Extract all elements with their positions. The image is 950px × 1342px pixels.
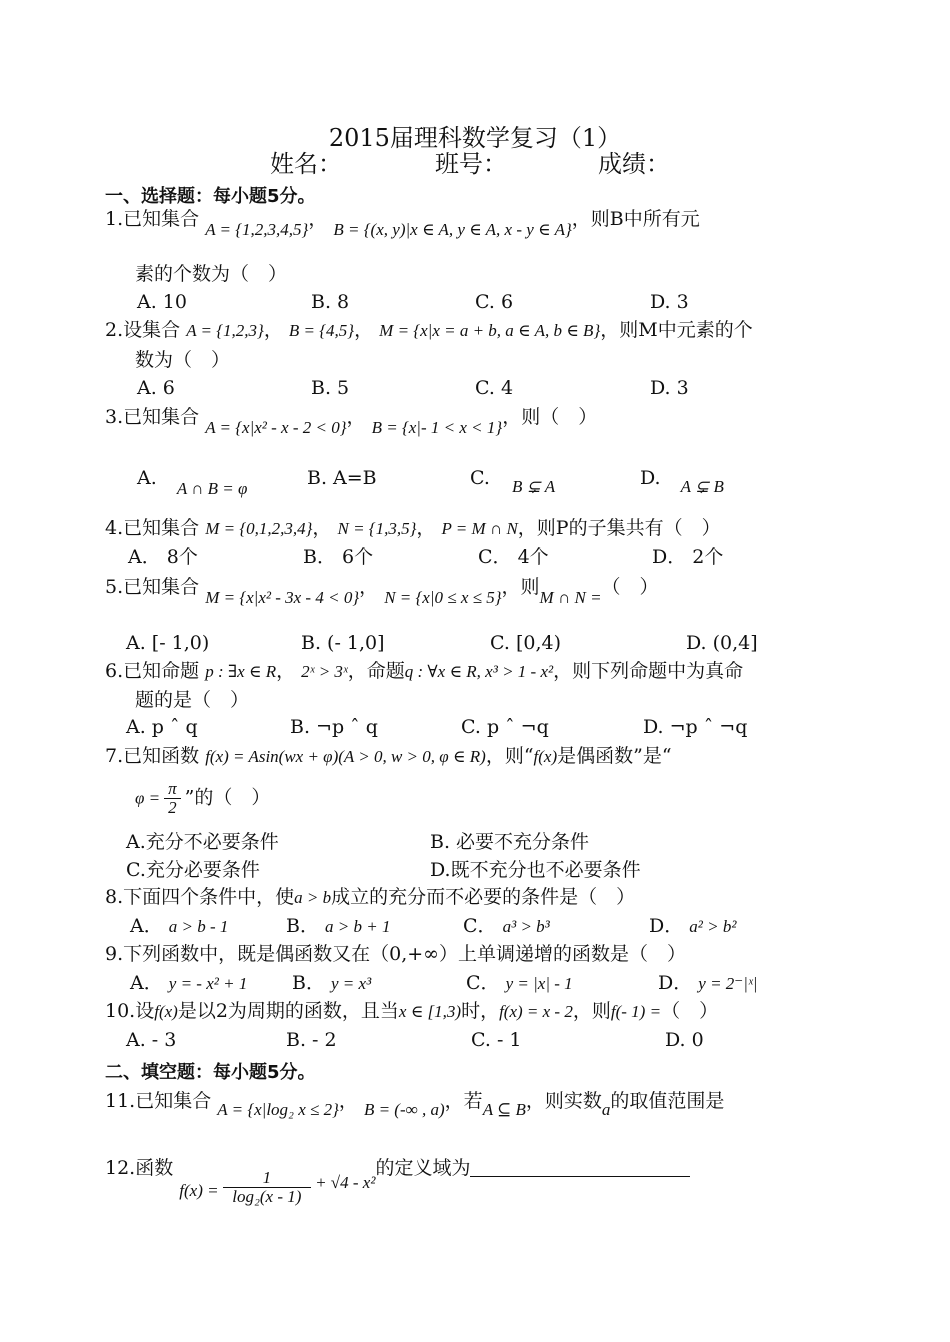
q8-stem: 8.下面四个条件中，使 [105,886,295,908]
q12-frac-den: log₂(x - 1) [232,1186,302,1206]
q8-option-b-letter: B． [286,915,319,937]
q9-option-b-letter: B． [292,972,325,994]
q9-option-a-math: y = - x² + 1 [168,974,248,993]
q3-set-b: B = {x|- 1 < x < 1} [371,418,503,437]
q3-option-a-letter: A. [137,467,157,489]
q12-fx: f(x) = [179,1181,219,1200]
q7-tail: 是偶函数”是“ [557,745,672,767]
q3-option-d [640,466,724,496]
q8-option-c-math: a³ > b³ [502,917,550,936]
q5-option-a: A. [- 1,0) [126,632,210,654]
q8-option-d [649,914,736,939]
q12-sqrt: + √4 - x² [315,1173,376,1192]
q2-option-a: A. 6 [137,377,175,399]
q2-option-c: C. 4 [475,377,514,399]
q11-subset: A ⊆ B [482,1100,526,1119]
q6-option-a: A. p ˆ q [126,716,198,738]
q10-ask: f(- 1) = [610,1002,662,1021]
q9-option-d-math: y = 2⁻|ˣ| [698,974,758,993]
q2-set-m: M = {x|x = a + b, a ∈ A, b ∈ B} [379,321,601,340]
q3-option-c [470,466,556,496]
name-label: 姓名： [270,150,342,178]
q11-var-a: a [601,1100,611,1119]
question-11 [105,1089,725,1119]
q8-cond: a > b [294,888,332,907]
q10-option-b: B. - 2 [286,1029,337,1051]
q2-sep2: ， [354,319,374,341]
q4-set-n: N = {1,3,5} [337,519,417,538]
question-10 [105,999,718,1024]
q7-cont: ”的（ ） [184,786,271,809]
q4-tail: ，则P的子集共有（ ） [517,517,721,539]
q10-fx: f(x) [154,1002,178,1021]
q4-option-c: C． 4个 [478,546,549,568]
q8-option-b [286,914,390,939]
q5-set-m: M = {x|x² - 3x - 4 < 0} [205,588,360,607]
section-heading-choice: 一、选择题：每小题5分。 [105,186,316,207]
q1-set-b: B = {(x, y)|x ∈ A, y ∈ A, x - y ∈ A} [333,220,572,239]
q2-tail: ，则M中元素的个 [600,319,753,341]
q10-tail: （ ） [661,1000,719,1022]
q8-tail: 成立的充分而不必要的条件是（ ） [331,886,636,908]
q9-option-b-math: y = x³ [331,974,372,993]
q4-option-a: A． 8个 [128,546,198,568]
q10-stem: 10.设 [105,1000,155,1022]
q12-fraction [223,1169,312,1206]
q10-mid1: 是以2为周期的函数，且当 [177,1000,399,1022]
q7-fx: f(x) [533,747,558,766]
q3-option-c-math: B ⊊ A [511,477,556,496]
q2-option-b: B. 5 [311,377,350,399]
q12-tail: 的定义域为 [375,1157,471,1179]
q5-option-d: D. (0,4] [686,632,758,654]
q5-option-c: C. [0,4) [490,632,561,654]
q12-stem: 12.函数 [105,1157,174,1179]
q2-set-a: A = {1,2,3} [186,321,264,340]
question-8 [105,885,635,910]
q1-option-a: A. 10 [137,291,187,313]
q3-stem: 3.已知集合 [105,406,200,428]
q7-option-d: D.既不充分也不必要条件 [430,859,641,881]
q3-tail: ，则（ ） [502,406,598,428]
q6-option-c: C. p ˆ ¬q [461,716,549,738]
q7-phi: φ = [135,788,161,808]
q9-option-c [466,971,573,996]
q8-option-a [130,914,228,939]
question-3 [105,405,598,437]
q1-set-a: A = {1,2,3,4,5} [205,220,309,239]
q3-set-a: A = {x|x² - x - 2 < 0} [205,418,347,437]
q1-option-d: D. 3 [650,291,689,313]
q11-set-a: A = {x|log₂ x ≤ 2} [217,1100,339,1119]
q1-stem: 1.已知集合 [105,208,200,230]
q5-option-b: B. (- 1,0] [301,632,385,654]
section-heading-fill: 二、填空题：每小题5分。 [105,1062,316,1083]
q8-option-d-letter: D． [649,915,684,937]
class-label: 班号： [435,150,507,178]
q6-tail: ，则下列命题中为真命 [553,660,744,682]
q8-option-a-math: a > b - 1 [168,917,229,936]
q3-option-a-math: A ∩ B = φ [176,479,248,498]
q6-prop-p: p : ∃x ∈ R [205,662,277,681]
q11-mid: ，若 [444,1090,483,1112]
q4-option-d: D． 2个 [652,546,724,568]
q5-set-n: N = {x|0 ≤ x ≤ 5} [384,588,502,607]
q7-frac-num: π [164,780,181,799]
q6-ineq: 2ˣ > 3ˣ [301,662,348,681]
q10-def: f(x) = x - 2 [499,1002,573,1021]
q2-sep1: ， [263,319,283,341]
q6-sep: ， [276,660,296,682]
q4-sep1: ， [312,517,332,539]
q1-continuation: 素的个数为（ ） [135,263,288,285]
q6-mid: ，命题 [347,660,405,682]
q2-stem: 2.设集合 [105,319,181,341]
q2-continuation: 数为（ ） [135,349,231,371]
question-7 [105,744,672,769]
q6-continuation: 题的是（ ） [135,689,250,711]
q10-mid3: ，则 [572,1000,611,1022]
q7-fraction [164,780,181,817]
q11-sep: ， [338,1090,358,1112]
q11-tail: 的取值范围是 [610,1090,725,1112]
q7-option-c: C.充分必要条件 [126,859,260,881]
question-5 [105,575,659,607]
q10-option-a: A. - 3 [126,1029,177,1051]
q5-stem: 5.已知集合 [105,576,200,598]
q10-option-d: D. 0 [665,1029,704,1051]
q3-option-c-letter: C. [470,467,490,489]
q12-frac-num: 1 [223,1169,312,1188]
q7-option-b: B. 必要不充分条件 [430,831,590,853]
q10-interval: x ∈ [1,3) [398,1002,462,1021]
q9-option-c-letter: C． [466,972,500,994]
q3-sep: ， [346,406,366,428]
q1-option-c: C. 6 [475,291,514,313]
q5-tail1: ，则 [501,576,540,598]
q1-sep: ， [308,208,328,230]
q10-option-c: C. - 1 [471,1029,522,1051]
q7-mid: ，则“ [485,745,534,767]
q1-option-b: B. 8 [311,291,350,313]
q4-option-b: B． 6个 [303,546,374,568]
q2-set-b: B = {4,5} [288,321,355,340]
q9-option-d [658,971,757,996]
question-12 [105,1156,690,1206]
q3-option-d-math: A ⊊ B [680,477,724,496]
question-4 [105,516,721,541]
q11-set-b: B = (-∞ , a) [363,1100,445,1119]
q6-stem: 6.已知命题 [105,660,200,682]
q8-option-d-math: a² > b² [689,917,737,936]
page-title: 2015届理科数学复习（1） [328,124,622,152]
q12-answer-blank[interactable] [470,1156,690,1177]
q4-set-p: P = M ∩ N [441,519,518,538]
question-9: 9.下列函数中，既是偶函数又在（0,+∞）上单调递增的函数是（ ） [105,943,687,965]
q5-sep: ， [359,576,379,598]
q9-option-a [130,971,247,996]
question-2 [105,318,753,343]
q8-option-a-letter: A． [130,915,163,937]
q7-stem: 7.已知函数 [105,745,200,767]
q3-option-a [137,466,248,498]
q8-option-b-math: a > b + 1 [325,917,391,936]
q6-prop-q: q : ∀x ∈ R, x³ > 1 - x² [404,662,554,681]
q4-set-m: M = {0,1,2,3,4} [205,519,313,538]
q5-intersection: M ∩ N = [539,588,602,607]
q11-stem: 11.已知集合 [105,1090,212,1112]
q10-mid2: 时， [461,1000,500,1022]
q8-option-c [463,914,550,939]
q3-option-d-letter: D. [640,467,661,489]
q4-sep2: ， [416,517,436,539]
q7-option-a: A.充分不必要条件 [126,831,279,853]
q9-option-b [292,971,371,996]
q8-option-c-letter: C． [463,915,497,937]
q7-continuation [135,780,270,817]
q9-option-d-letter: D． [658,972,693,994]
q1-tail: ，则B中所有元 [571,208,700,230]
question-1 [105,207,700,239]
q9-option-c-math: y = |x| - 1 [505,974,573,993]
q11-mid2: ，则实数 [525,1090,602,1112]
q6-option-b: B. ¬p ˆ q [290,716,378,738]
q2-option-d: D. 3 [650,377,689,399]
q5-tail2: （ ） [601,576,659,598]
q6-option-d: D. ¬p ˆ ¬q [643,716,748,738]
q3-option-b: B. A=B [307,467,377,489]
score-label: 成绩： [598,150,670,178]
question-6 [105,659,743,684]
q4-stem: 4.已知集合 [105,517,200,539]
q9-option-a-letter: A． [130,972,163,994]
q7-frac-den: 2 [168,798,177,817]
q7-function: f(x) = Asin(wx + φ)(A > 0, w > 0, φ ∈ R) [205,747,486,766]
